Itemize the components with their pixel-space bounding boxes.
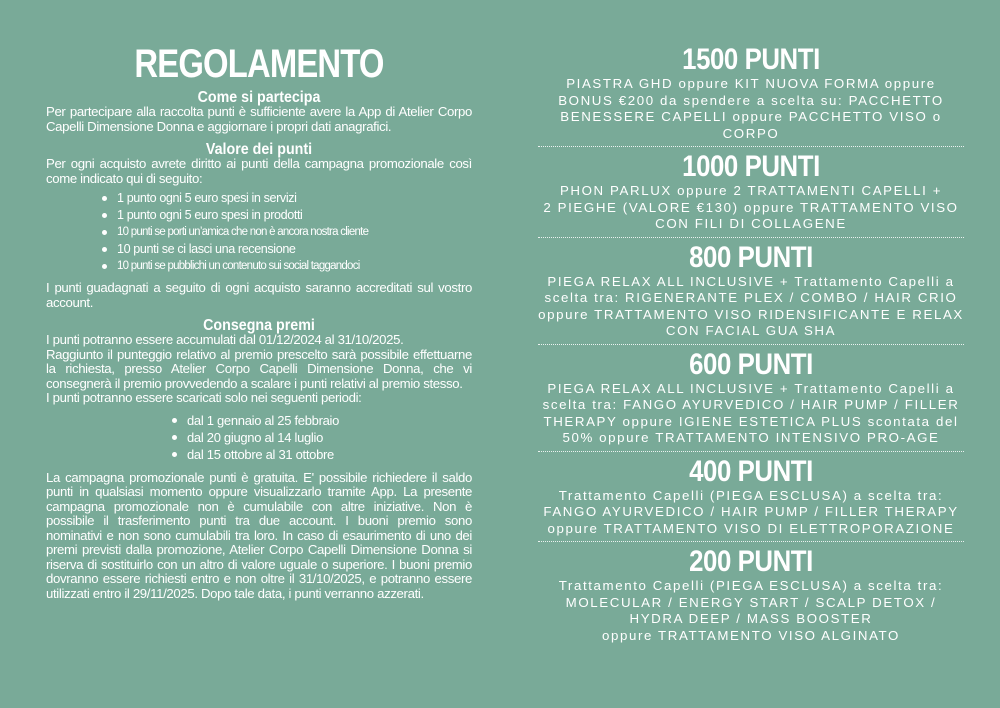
section-points-value bbox=[46, 142, 472, 310]
tier-line: oppure TRATTAMENTO VISO RIDENSIFICANTE E RELAX bbox=[538, 306, 964, 322]
delivery-request-text: Raggiunto il punteggio relativo al premio prescelto sarà possibile effettuarne la richiesta, presso Atelier Corpo Capelli Dimensione Donna, che vi consegnerà il premio provvedendo a scalare i punti relativi al premio stesso. bbox=[46, 346, 472, 391]
prizes-column bbox=[538, 44, 964, 648]
list-item: 10 punti se pubblichi un contenuto sui social taggandoci bbox=[100, 258, 472, 275]
points-credited-text: I punti guadagnati a seguito di ogni acquisto saranno accreditati sul vostro account. bbox=[46, 280, 472, 310]
tier-600 bbox=[538, 349, 964, 447]
tier-description bbox=[538, 381, 964, 447]
tier-title: 400 PUNTI bbox=[689, 454, 813, 488]
participation-text: Per partecipare alla raccolta punti è sufficiente avere la App di Atelier Corpo Capelli Dimensione Donna e aggiornare i propri dati anagrafici. bbox=[46, 104, 472, 134]
dotted-divider bbox=[538, 451, 964, 452]
tier-description bbox=[538, 578, 964, 644]
tier-title: 600 PUNTI bbox=[689, 347, 813, 381]
tier-line: scelta tra: FANGO AYURVEDICO / HAIR PUMP / FILLER bbox=[542, 397, 960, 412]
tier-line: oppure TRATTAMENTO VISO ALGINATO bbox=[601, 627, 900, 643]
tier-title: 800 PUNTI bbox=[689, 240, 813, 274]
tier-400 bbox=[538, 456, 964, 538]
tier-line: Trattamento Capelli (PIEGA ESCLUSA) a scelta tra: bbox=[558, 578, 944, 593]
delivery-periods-intro: I punti potranno essere scaricati solo nei seguenti periodi: bbox=[46, 390, 362, 405]
tier-title: 200 PUNTI bbox=[689, 545, 813, 578]
tier-description bbox=[538, 488, 964, 538]
list-item: dal 15 ottobre al 31 ottobre bbox=[170, 446, 472, 463]
dotted-divider bbox=[538, 541, 964, 542]
tier-line: CON FILI DI COLLAGENE bbox=[655, 216, 847, 231]
tier-line: 50% oppure TRATTAMENTO INTENSIVO PRO-AGE bbox=[562, 430, 940, 445]
dotted-divider bbox=[538, 237, 964, 238]
list-item: dal 20 giugno al 14 luglio bbox=[170, 429, 472, 446]
tier-line: THERAPY oppure IGIENE ESTETICA PLUS scontata del bbox=[543, 413, 959, 429]
tier-title: 1000 PUNTI bbox=[682, 150, 820, 183]
tier-description bbox=[538, 76, 964, 142]
section-title: Come si partecipa bbox=[197, 89, 321, 106]
closing-text: La campagna promozionale punti è gratuita. E' possibile richiedere il saldo punti in qualsiasi momento oppure visualizzarlo tramite App. La presente campagna promozionale non è cumulabile con altre iniziative. Non è possibile il trasferimento punti tra due account. I buoni premio sono nominativi e non sono cumulabili tra loro. In caso di esaurimento di uno dei premi previsti dalla promozione, Atelier Corpo Capelli Dimensione Donna si riserva di sostituirlo con un altro di valore uguale o superiore. I buoni premio dovranno essere richiesti entro e non oltre il 31/10/2025, e potranno essere utilizzati entro il 29/11/2025. Dopo tale data, i punti verranno azzerati. bbox=[46, 469, 472, 601]
tier-line: oppure TRATTAMENTO VISO DI ELETTROPORAZIONE bbox=[547, 520, 955, 536]
tier-description bbox=[538, 274, 964, 340]
tier-line: HYDRA DEEP / MASS BOOSTER bbox=[629, 611, 873, 626]
list-item: 1 punto ogni 5 euro spesi in prodotti bbox=[100, 207, 472, 224]
tier-line: 2 PIEGHE (VALORE €130) oppure TRATTAMENTO VISO bbox=[543, 199, 959, 215]
tier-1000 bbox=[538, 151, 964, 233]
tier-800 bbox=[538, 242, 964, 340]
list-item: 1 punto ogni 5 euro spesi in servizi bbox=[100, 190, 472, 207]
list-item: 10 punti se ci lasci una recensione bbox=[100, 241, 472, 258]
section-delivery bbox=[46, 318, 472, 601]
tier-line: PIASTRA GHD oppure KIT NUOVA FORMA oppure bbox=[566, 76, 936, 91]
tier-title: 1500 PUNTI bbox=[682, 43, 820, 76]
tier-line: PHON PARLUX oppure 2 TRATTAMENTI CAPELLI + bbox=[559, 183, 943, 198]
tier-line: PIEGA RELAX ALL INCLUSIVE + Trattamento Capelli a bbox=[547, 273, 955, 289]
tier-line: BENESSERE CAPELLI oppure PACCHETTO VISO o CORPO bbox=[560, 109, 942, 141]
tier-line: PIEGA RELAX ALL INCLUSIVE + Trattamento Capelli a bbox=[547, 380, 955, 396]
tier-line: scelta tra: RIGENERANTE PLEX / COMBO / HAIR CRIO bbox=[544, 290, 958, 305]
rules-title: REGOLAMENTO bbox=[134, 42, 384, 86]
section-title: Consegna premi bbox=[203, 317, 315, 334]
tier-line: FANGO AYURVEDICO / HAIR PUMP / FILLER THERAPY bbox=[543, 504, 959, 519]
dotted-divider bbox=[538, 146, 964, 147]
periods-list bbox=[46, 412, 472, 463]
list-item: 10 punti se porti un’amica che non è ancora nostra cliente bbox=[100, 224, 472, 241]
tier-line: CON FACIAL GUA SHA bbox=[665, 323, 837, 338]
points-list bbox=[46, 190, 472, 275]
section-participation bbox=[46, 90, 472, 134]
tier-description bbox=[538, 183, 964, 233]
tier-1500 bbox=[538, 44, 964, 142]
tier-line: BONUS €200 da spendere a scelta su: PACCHETTO bbox=[558, 92, 944, 108]
delivery-dates-text: I punti potranno essere accumulati dal 01/12/2024 al 31/10/2025. bbox=[46, 332, 404, 347]
tier-line: Trattamento Capelli (PIEGA ESCLUSA) a scelta tra: bbox=[558, 487, 944, 503]
section-title: Valore dei punti bbox=[205, 141, 313, 158]
points-value-text: Per ogni acquisto avrete diritto ai punti della campagna promozionale così come indicato qui di seguito: bbox=[46, 156, 472, 186]
rules-column bbox=[46, 40, 472, 609]
dotted-divider bbox=[538, 344, 964, 345]
tier-line: MOLECULAR / ENERGY START / SCALP DETOX / bbox=[565, 594, 937, 610]
list-item: dal 1 gennaio al 25 febbraio bbox=[170, 412, 472, 429]
tier-200 bbox=[538, 546, 964, 644]
